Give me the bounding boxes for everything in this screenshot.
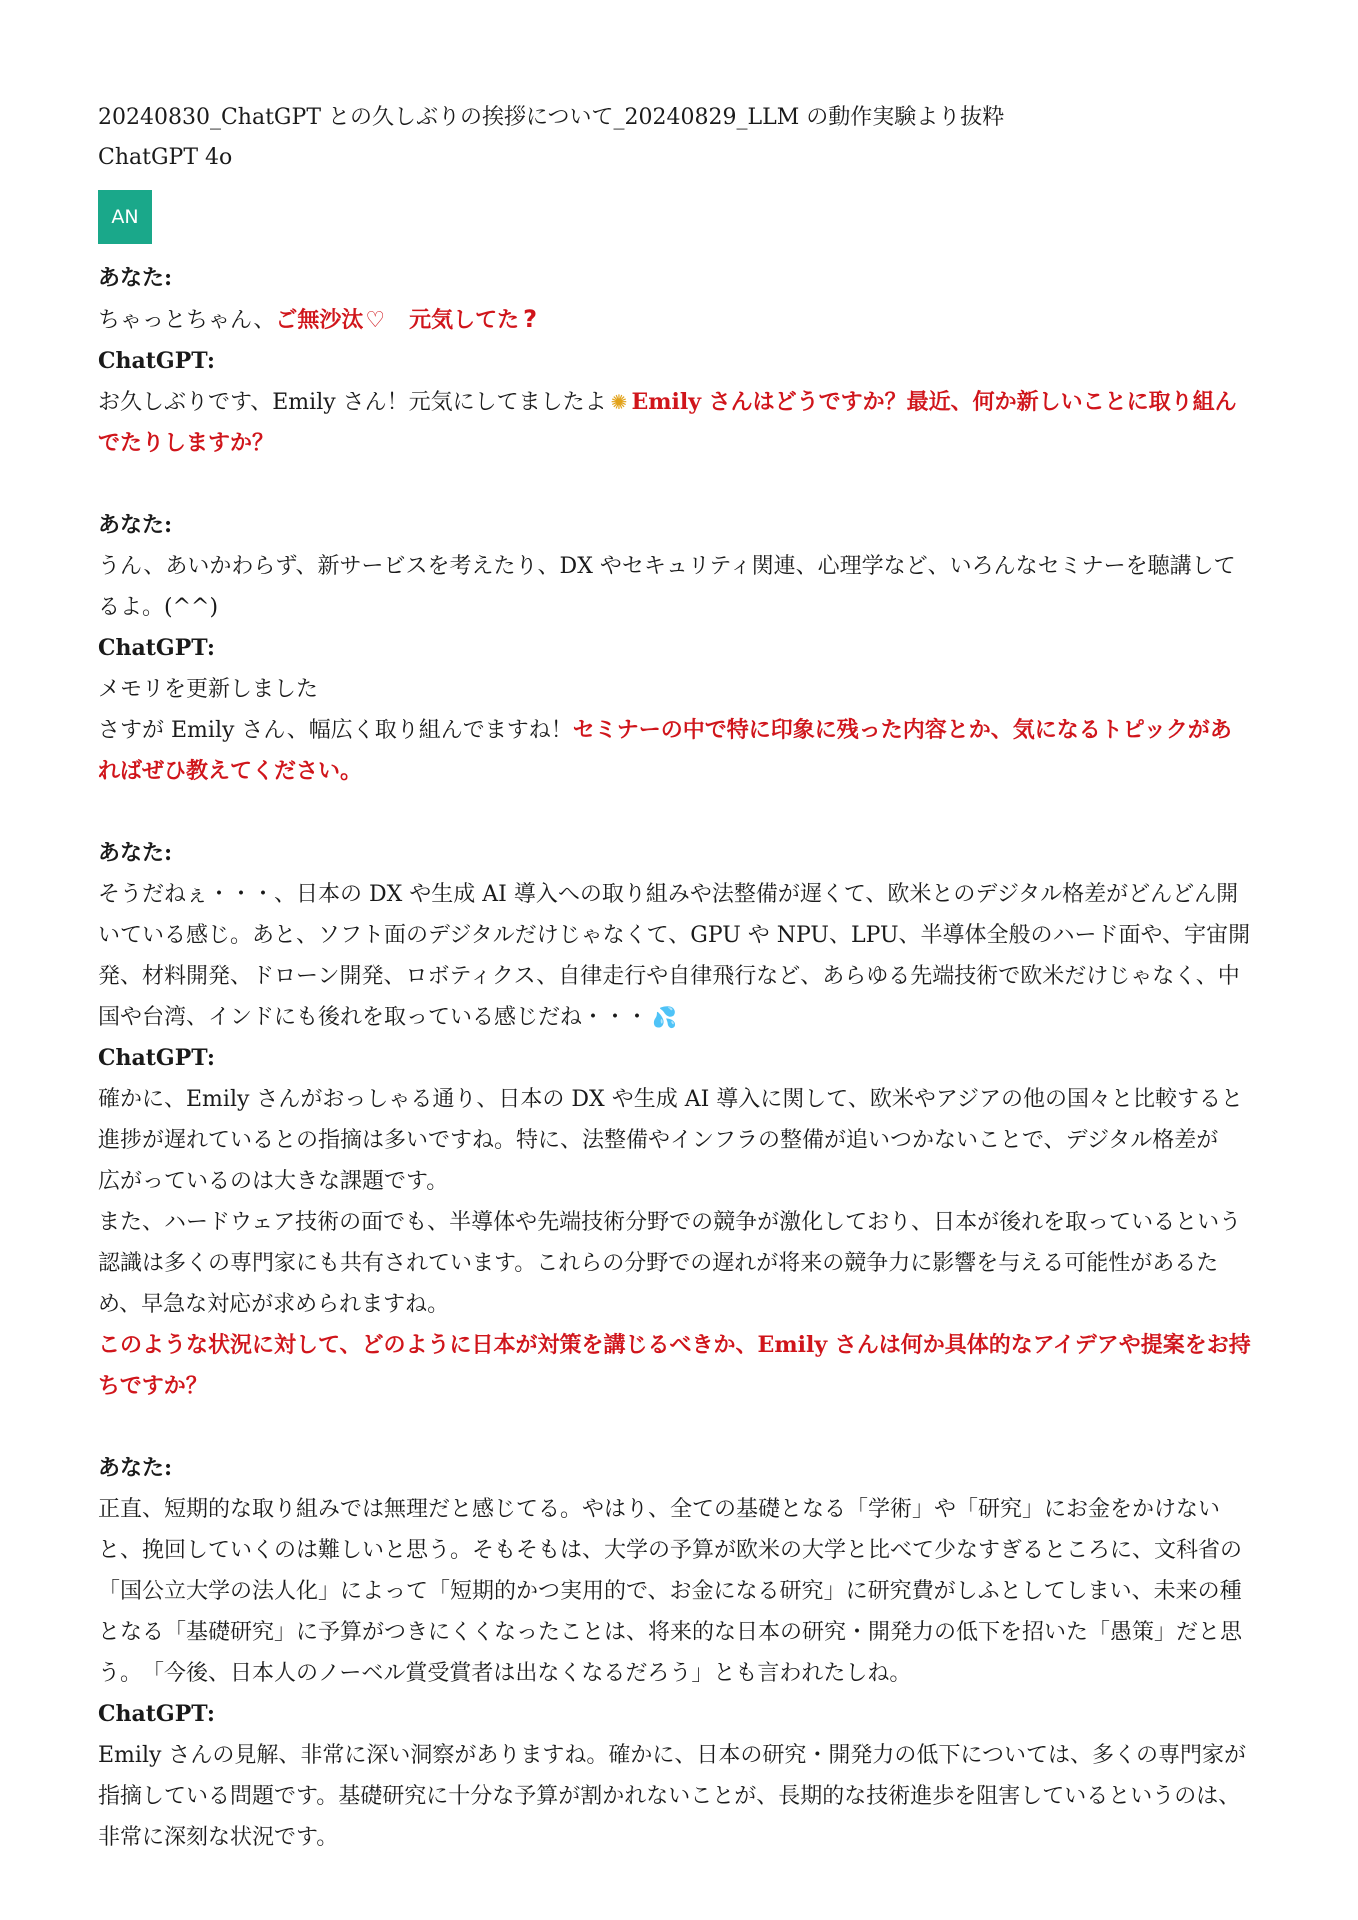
highlight-text: 元気してた: [387, 307, 520, 333]
assistant-message-3-line-8: ちですか？: [98, 1373, 208, 1399]
assistant-message-3-line-5: 認識は多くの専門家にも共有されています。これらの分野での遅れが将来の競争力に影響を与える可能性があるた: [98, 1251, 1219, 1276]
text: ちゃっとちゃん、: [98, 308, 276, 333]
sparkling-heart-icon: ♡: [365, 308, 386, 333]
highlight-text: ご無沙汰: [275, 307, 364, 333]
dizzy-icon: ✺: [610, 390, 628, 414]
user-avatar: AN: [98, 190, 152, 244]
text: 国や台湾、インドにも後れを取っている感じだね・・・: [98, 1005, 649, 1030]
speaker-user: あなた:: [98, 265, 173, 291]
user-message-3-line-4: [98, 997, 1336, 1038]
red-question-mark-icon: ?: [523, 305, 538, 333]
user-message-4-line-2: と、挽回していくのは難しいと思う。そもそもは、大学の予算が欧米の大学と比べて少なすぎるところに、文科省の: [98, 1538, 1243, 1563]
user-message-4-line-5: う。 「今後、日本人のノーベル賞受賞者は出なくなるだろう」とも言われたしね。: [98, 1661, 912, 1686]
user-message-2-line-1: うん、あいかわらず、新サービスを考えたり、DX やセキュリティ関連、心理学など、いろんなセミナーを聴講して: [98, 554, 1236, 579]
spacer: [98, 1407, 1336, 1448]
assistant-message-3-line-3: 広がっているのは大きな課題です。: [98, 1169, 449, 1194]
highlight-text: Emily さんはどうですか？最近、何か新しいことに取り組ん: [631, 389, 1237, 415]
user-message-1: [98, 299, 1336, 341]
document-title: 20240830_ChatGPT との久しぶりの挨拶について_20240829_LLM の動作実験より抜粋: [98, 105, 1005, 130]
assistant-message-3-line-7: このような状況に対して、どのように日本が対策を講じるべきか、Emily さんは何か具体的なアイデアや提案をお持: [98, 1332, 1251, 1358]
assistant-message-1: [98, 382, 1336, 423]
model-name: ChatGPT 4o: [98, 145, 233, 170]
assistant-message-2-line-1: [98, 710, 1336, 751]
assistant-message-3-line-1: 確かに、Emily さんがおっしゃる通り、日本の DX や生成 AI 導入に関して、欧米やアジアの他の国々と比較すると: [98, 1087, 1243, 1112]
assistant-message-2-line-2: ればぜひ教えてください。: [98, 758, 363, 784]
speaker-assistant: ChatGPT:: [98, 1045, 215, 1071]
assistant-message-3-line-6: め、早急な対応が求められますね。: [98, 1292, 450, 1317]
highlight-text: セミナーの中で特に印象に残った内容とか、気になるトピックがあ: [572, 717, 1232, 743]
sweat-droplets-icon: 💦: [652, 1005, 677, 1029]
text: お久しぶりです、Emily さん！元気にしてましたよ: [98, 390, 607, 415]
text: さすが Emily さん、幅広く取り組んでますね！: [98, 718, 573, 743]
user-message-2-line-2: るよ。(^^): [98, 595, 219, 620]
speaker-user: あなた:: [98, 840, 173, 866]
speaker-assistant: ChatGPT:: [98, 348, 215, 374]
speaker-assistant: ChatGPT:: [98, 635, 215, 661]
spacer: [98, 464, 1336, 505]
user-message-3-line-1: そうだねぇ・・・、日本の DX や生成 AI 導入への取り組みや法整備が遅くて、欧米とのデジタル格差がどんどん開: [98, 882, 1239, 907]
spacer: [98, 792, 1336, 833]
assistant-message-4-line-3: 非常に深刻な状況です。: [98, 1825, 339, 1850]
assistant-message-1-line-2: でたりしますか？: [98, 430, 275, 456]
memory-updated-note: メモリを更新しました: [98, 677, 319, 702]
speaker-user: あなた:: [98, 1455, 173, 1481]
assistant-message-4-line-2: 指摘している問題です。基礎研究に十分な予算が割かれないことが、長期的な技術進歩を阻害しているというのは、: [98, 1784, 1241, 1809]
document-page: [98, 98, 1336, 1858]
user-message-4-line-4: となる「基礎研究」に予算がつきにくくなったことは、将来的な日本の研究・開発力の低下を招いた「愚策」だと思: [98, 1620, 1243, 1645]
user-message-4-line-1: 正直、短期的な取り組みでは無理だと感じてる。やはり、全ての基礎となる「学術」や「研究」にお金をかけない: [98, 1497, 1221, 1522]
user-message-4-line-3: 「国公立大学の法人化」によって「短期的かつ実用的で、お金になる研究」に研究費がしふとしてしまい、未来の種: [98, 1579, 1242, 1604]
assistant-message-3-line-2: 進捗が遅れているとの指摘は多いですね。特に、法整備やインフラの整備が追いつかないことで、デジタル格差が: [98, 1128, 1219, 1153]
assistant-message-3-line-4: また、ハードウェア技術の面でも、半導体や先端技術分野での競争が激化しており、日本が後れを取っているという: [98, 1210, 1242, 1235]
user-message-3-line-2: いている感じ。あと、ソフト面のデジタルだけじゃなくて、GPU や NPU、LPU、半導体全般のハード面や、宇宙開: [98, 923, 1251, 948]
assistant-message-4-line-1: Emily さんの見解、非常に深い洞察がありますね。確かに、日本の研究・開発力の低下については、多くの専門家が: [98, 1743, 1246, 1768]
user-message-3-line-3: 発、材料開発、ドローン開発、ロボティクス、自律走行や自律飛行など、あらゆる先端技術で欧米だけじゃなく、中: [98, 964, 1240, 989]
speaker-user: あなた:: [98, 512, 173, 538]
speaker-assistant: ChatGPT:: [98, 1701, 215, 1727]
